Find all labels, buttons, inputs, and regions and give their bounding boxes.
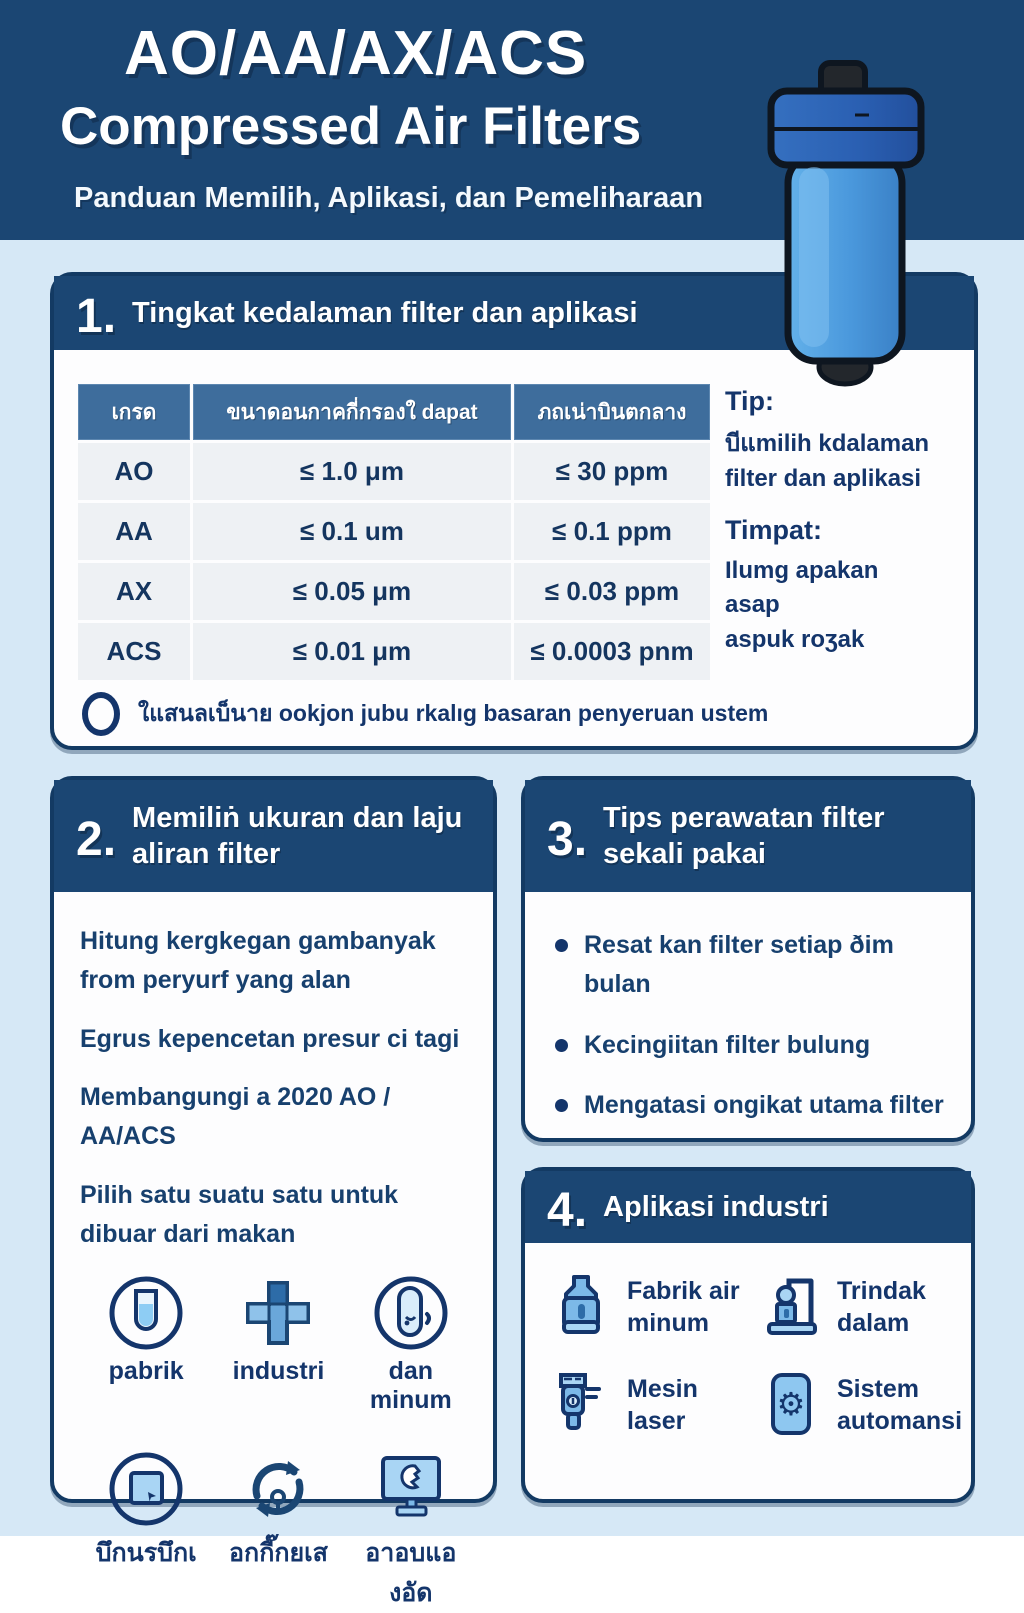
lamp-icon [759, 1273, 823, 1341]
section2-number: 2. [76, 813, 117, 866]
icon-cell-row2-3 [345, 1449, 477, 1613]
table-cell-particle: ≤ 0.05 μm [193, 563, 511, 620]
table-cell-grade: ACS [78, 623, 190, 680]
section1-number: 1. [76, 290, 117, 343]
bullet-text: Kecingiitan filter bulung [584, 1030, 871, 1059]
app-label: Mesin laser [627, 1374, 698, 1435]
footnote-text: ใแสนลเบ็นาย ookjon jubu rkalıg basaran penyeruan ustem [138, 700, 769, 726]
icon-label: pabrik [108, 1357, 184, 1386]
section2-title: Memiliṅ ukuran dan laju aliran filter [132, 801, 463, 870]
grade-table-header-grade: เกรด [78, 384, 190, 440]
section4-title: Aplikasi industri [603, 1190, 829, 1223]
table-cell-oil: ≤ 0.1 ppm [514, 503, 710, 560]
icon-cell-pabrik [80, 1273, 212, 1415]
page-title-line2: Compressed Air Filters [60, 97, 642, 156]
icon-cell-row2-1 [80, 1449, 212, 1613]
bullet-text: Mengatasi ongikat utama filter [584, 1091, 944, 1120]
icon-cell-industri [212, 1273, 344, 1415]
cross-icon [238, 1273, 318, 1353]
app-item-automation [759, 1371, 963, 1439]
tip-heading2: Timpat: [725, 514, 823, 545]
table-cell-particle: ≤ 0.1 um [193, 503, 511, 560]
table-cell-particle: ≤ 1.0 μm [193, 443, 511, 500]
bullet-dot-icon [555, 1099, 568, 1112]
vial-icon [106, 1273, 186, 1353]
application-icon-grid [80, 1273, 477, 1613]
app-item-lamp [759, 1273, 963, 1341]
circle-marker-icon [82, 692, 120, 736]
laser-icon [549, 1371, 613, 1439]
table-cell-grade: AO [78, 443, 190, 500]
page-title-line1: AO/AA/AX/ACS [124, 19, 588, 88]
section1-title: Tingkat kedalaman filter dan aplikasi [132, 296, 638, 329]
table-cell-oil: ≤ 30 ppm [514, 443, 710, 500]
app-item-water [549, 1273, 753, 1341]
grade-table-header-oil: ภถเน่าบินตกลาง [514, 384, 710, 440]
section3-number: 3. [547, 813, 588, 866]
tip-line: Ilumg apakan [725, 556, 879, 584]
bullet-text: Resat kan filter setiap ðim bulan [584, 931, 894, 998]
gear-phone-icon [759, 1371, 823, 1439]
bullet-item [555, 1026, 957, 1065]
tip-heading: Tip: [725, 386, 774, 416]
icon-label: บึกนรบึกเ [95, 1539, 197, 1568]
table-cell-particle: ≤ 0.01 μm [193, 623, 511, 680]
section3-title: Tips perawatan filter sekali pakai [603, 801, 885, 870]
tip-line: asap [725, 591, 780, 619]
svg-text:⚙: ⚙ [776, 1385, 806, 1423]
section2-header [54, 780, 493, 892]
paragraph: Pilih satu suatu satu untuk dibuar dari makan [80, 1180, 399, 1248]
bullet-dot-icon [555, 1039, 568, 1052]
section-sizing-flow [50, 776, 497, 1608]
icon-label: industri [232, 1357, 325, 1386]
icon-label: อาอบแองอัด [365, 1539, 457, 1608]
section4-number: 4. [547, 1184, 588, 1237]
section-maintenance-tips [521, 776, 975, 1142]
section3-header [525, 780, 971, 892]
bullet-item [555, 1086, 957, 1125]
air-filter-illustration [763, 55, 931, 393]
app-label: Sistem automansi [837, 1374, 963, 1435]
footnote [82, 692, 768, 736]
paragraph: Hitung kergkegan gambanyak from peryurf yang alan [80, 927, 436, 994]
bottle-icon [371, 1273, 451, 1353]
icon-cell-dan-minum [345, 1273, 477, 1415]
recycle-icon [238, 1449, 318, 1529]
tip-box [725, 386, 961, 658]
grade-table-header-particle: ขนาดอนกาคกี่กรองใ dapat [193, 384, 511, 440]
paragraph: Membangungi a 2020 AO / AA/ACS [80, 1083, 391, 1150]
tip-line: aspuk roʒak [725, 626, 865, 654]
paragraph: Egrus kepencetan presur ci tagi [80, 1024, 460, 1053]
tablet-icon [106, 1449, 186, 1529]
table-cell-oil: ≤ 0.03 ppm [514, 563, 710, 620]
water-jug-icon [549, 1273, 613, 1341]
table-cell-oil: ≤ 0.0003 pnm [514, 623, 710, 680]
icon-cell-row2-2 [212, 1449, 344, 1613]
page-subtitle: Panduan Memilih, Aplikasi, dan Pemeliharaan [74, 182, 704, 214]
icon-label: อกกี๊กยเส [229, 1539, 328, 1568]
icon-label: dan minum [369, 1357, 452, 1415]
section-industry-applications [521, 1167, 975, 1503]
app-label: Trindak dalam [837, 1276, 926, 1337]
app-label: Fabrik air minum [627, 1276, 740, 1337]
table-cell-grade: AA [78, 503, 190, 560]
table-cell-grade: AX [78, 563, 190, 620]
grade-table [78, 384, 710, 680]
tip-line: บีแmilih kdalaman [725, 430, 930, 457]
bullet-dot-icon [555, 939, 568, 952]
section4-header [525, 1171, 971, 1243]
bullet-item [555, 926, 957, 1004]
tip-line: filter dan aplikasi [725, 464, 922, 492]
app-item-laser [549, 1371, 753, 1439]
monitor-icon [371, 1449, 451, 1529]
